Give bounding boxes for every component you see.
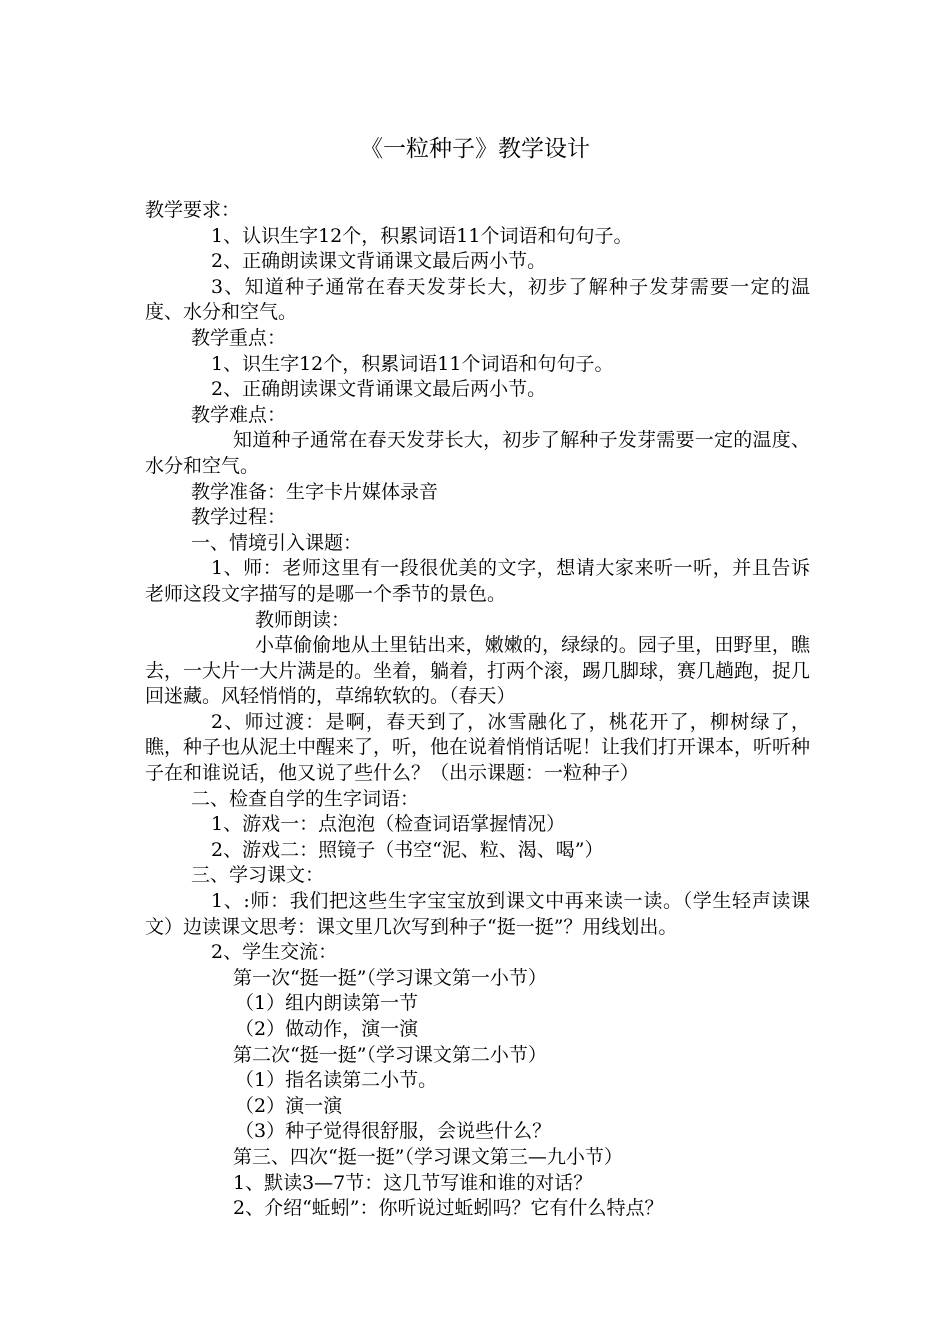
section1-heading: 一、情境引入课题：: [191, 531, 363, 554]
keypoint-item: 2、正确朗读课文背诵课文最后两小节。: [211, 378, 547, 401]
first-step: （1）组内朗读第一节: [235, 992, 419, 1015]
teacher-reading-text: 小草偷偷地从土里钻出来，嫩嫩的，绿绿的。园子里，田野里，瞧去，一大片一大片满是的。坐着，躺着，打两个滚，踢几脚球，赛几趟跑，捉几回迷藏。风轻悄悄的，草绵软软的。（春天）: [145, 634, 811, 708]
section1-item2: 2、师过渡：是啊，春天到了，冰雪融化了，桃花开了，柳树绿了，瞧，种子也从泥土中醒来了，听，他在说着悄悄话呢！让我们打开课本，听听种子在和谁说话，他又说了些什么？（出示课题：一粒种子）: [145, 710, 811, 785]
third-step: 2、介绍“蚯蚓”：你听说过蚯蚓吗？它有什么特点？: [233, 1197, 664, 1220]
requirement-item: 1、认识生字12个，积累词语11个词语和句句子。: [211, 224, 633, 247]
section1-item1: 1、师：老师这里有一段很优美的文字，想请大家来听一听，并且告诉老师这段文字描写的是哪一个季节的景色。: [145, 557, 810, 605]
third-time-heading: 第三、四次“挺一挺”（学习课文第三—九小节）: [233, 1145, 623, 1168]
second-step: （3）种子觉得很舒服，会说些什么？: [235, 1120, 552, 1143]
second-time-heading: 第二次“挺一挺”（学习课文第二小节）: [233, 1043, 547, 1066]
requirement-item: 3、知道种子通常在春天发芽长大，初步了解种子发芽需要一定的温度、水分和空气。: [145, 275, 810, 324]
section3-item2: 2、学生交流：: [211, 941, 338, 964]
process-heading: 教学过程：: [191, 506, 287, 529]
section3-item1: 1、:师：我们把这些生字宝宝放到课文中再来读一读。（学生轻声读课文）边读课文思考：课文里几次写到种子“挺一挺”？用线划出。: [145, 890, 810, 938]
section3-heading: 三、学习课文：: [191, 864, 325, 887]
keypoint-item: 1、识生字12个，积累词语11个词语和句句子。: [211, 352, 614, 375]
section2-heading: 二、检查自学的生字词语：: [191, 787, 420, 810]
second-step: （2）演一演: [235, 1094, 343, 1117]
second-step: （1）指名读第二小节。: [235, 1069, 438, 1092]
first-step: （2）做动作，演一演: [235, 1018, 419, 1040]
difficulty-text: 知道种子通常在春天发芽长大，初步了解种子发芽需要一定的温度、水分和空气。: [145, 429, 810, 477]
third-step: 1、默读3—7节：这几节写谁和谁的对话？: [233, 1171, 593, 1194]
requirement-item: 2、正确朗读课文背诵课文最后两小节。: [211, 250, 547, 273]
document-title: 《一粒种子》教学设计: [360, 136, 590, 162]
first-time-heading: 第一次“挺一挺”（学习课文第一小节）: [233, 966, 547, 989]
document-body: [145, 198, 810, 1222]
difficulty-heading: 教学难点：: [191, 403, 287, 426]
keypoints-heading: 教学重点：: [191, 326, 287, 349]
section2-item: 1、游戏一：点泡泡（检查词语掌握情况）: [211, 813, 566, 836]
section2-item: 2、游戏二：照镜子（书空“泥、粒、渴、喝”）: [211, 838, 604, 861]
requirements-heading: 教学要求：: [145, 199, 241, 221]
preparation-line: 教学准备：生字卡片媒体录音: [191, 480, 439, 503]
teacher-reading-label: 教师朗读：: [255, 608, 351, 631]
